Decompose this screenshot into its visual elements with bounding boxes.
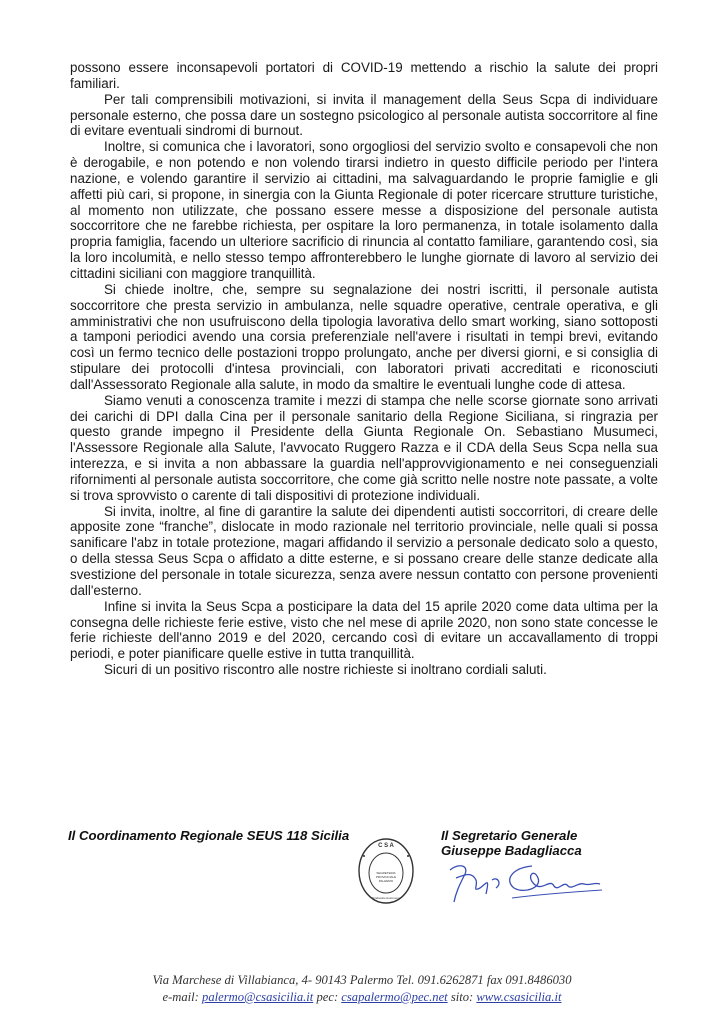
svg-text:PALERMO: PALERMO <box>378 879 394 883</box>
handwritten-signature-icon <box>442 858 612 908</box>
email-link[interactable]: palermo@csasicilia.it <box>202 990 314 1004</box>
paragraph: Sicuri di un positivo riscontro alle nostre richieste si inoltrano cordiali saluti. <box>104 662 547 678</box>
paragraph: Infine si invita la Seus Scpa a posticipare la data del 15 aprile 2020 come data ultima per la consegna delle richieste ferie estive, visto che nel mese di aprile 2020, non sono state concesse le ferie richieste dell'anno 2019 e del 2020, cercando così di evitare un accavallamento di troppi periodi, e poter pianificare quelle estive in tutta tranquillità. <box>70 598 658 662</box>
footer-address: Via Marchese di Villabianca, 4- 90143 Palermo Tel. 091.6262871 fax 091.8486030 <box>152 973 572 987</box>
signature-right-block <box>441 828 582 858</box>
svg-text:PROVINCIALE: PROVINCIALE <box>375 875 397 879</box>
signature-left-title: Il Coordinamento Regionale SEUS 118 Sicilia <box>68 828 350 843</box>
paragraph: Inoltre, si comunica che i lavoratori, sono orgogliosi del servizio svolto e consapevoli che non è derogabile, e non potendo e non volendo tirarsi indietro in questo difficile periodo per l'intera nazione, e volendo garantire il servizio ai cittadini, ma salvaguardando le proprie famiglie e gli affetti più cari, si propone, in sinergia con la Giunta Regionale di poter ricercare strutture turistiche, al momento non utilizzate, che possano essere messe a disposizione del personale autista soccorritore che ne farebbe richiesta, per ospitare la loro permanenza, in totale isolamento dalla propria famiglia, facendo un ulteriore sacrificio di rinuncia al contatto familiare, garantendo così, sia la loro incolumità, e nello stesso tempo affronterebbero le lunghe giornate di lavoro al servizio dei cittadini siciliani con maggiore tranquillità. <box>70 139 658 281</box>
paragraph: Si invita, inoltre, al fine di garantire la salute dei dipendenti autisti soccorritori, di creare delle apposite zone “franche”, dislocate in modo razionale nel territorio provinciale, nelle quali si possa sanificare l'abz in totale protezione, magari affidando il servizio a personale dedicato solo a questo, o della stessa Seus Scpa o affidato a ditte esterne, e si possano creare delle stanze dedicate alla svestizione del personale in totale sicurezza, senza avere nessun contatto con persone provenienti dall'esterno. <box>70 503 658 598</box>
site-label: sito: <box>450 990 474 1004</box>
signatory-title: Il Segretario Generale <box>441 828 578 843</box>
paragraph: possono essere inconsapevoli portatori di COVID-19 mettendo a rischio la salute dei propri familiari. <box>70 60 658 91</box>
paragraph: Si chiede inoltre, che, sempre su segnalazione dei nostri iscritti, il personale autista soccorritore che presta servizio in ambulanza, nelle squadre operative, centrale operativa, e gli amministrativi che non usufruiscono della tipologia lavorativa dello smart working, siano sottoposti a tamponi periodici avendo una corsia preferenziale nell'avere i risultati in tempi brevi, evitando così un fermo tecnico delle postazioni troppo prolungato, anche per diversi giorni, e si consiglia di stipulare dei protocolli d'intesa provinciali, con laboratori privati accreditati e riconosciuti dall'Assessorato Regionale alla salute, in modo da smaltire le eventuali lunghe code di attesa. <box>70 281 658 392</box>
email-label: e-mail: <box>162 990 199 1004</box>
signatory-name: Giuseppe Badagliacca <box>441 843 582 858</box>
csa-stamp-icon <box>356 836 416 906</box>
footer-contacts <box>0 989 724 1006</box>
svg-text:SEGRETERIA: SEGRETERIA <box>376 871 396 875</box>
letterhead-footer <box>0 972 724 1006</box>
pec-label: pec: <box>316 990 339 1004</box>
svg-text:Sindacato Autonomo: Sindacato Autonomo <box>372 896 400 900</box>
paragraph: Siamo venuti a conoscenza tramite i mezzi di stampa che nelle scorse giornate sono arrivati dei carichi di DPI dalla Cina per il personale sanitario della Regione Siciliana, si ringrazia per questo grande impegno il Presidente della Giunta Regionale On. Sebastiano Musumeci, l'Assessore Regionale alla Salute, l'avvocato Ruggero Razza e il CDA della Seus Scpa nella sua interezza, e si invita a non abbassare la guardia nell'approvvigionamento e nei conseguenziali rifornimenti al personale autista soccorritore, che come già scritto nelle nostre note passate, a volte si trova sprovvisto o carente di tali dispositivi di protezione individuali. <box>70 392 658 503</box>
svg-text:C S A: C S A <box>378 843 394 849</box>
website-link[interactable]: www.csasicilia.it <box>476 990 562 1004</box>
letter-body <box>70 60 658 678</box>
pec-link[interactable]: csapalermo@pec.net <box>341 990 448 1004</box>
paragraph: Per tali comprensibili motivazioni, si invita il management della Seus Scpa di individuare personale esterno, che possa dare un sostegno psicologico al personale autista soccorritore al fine di evitare eventuali sindromi di burnout. <box>70 91 658 139</box>
